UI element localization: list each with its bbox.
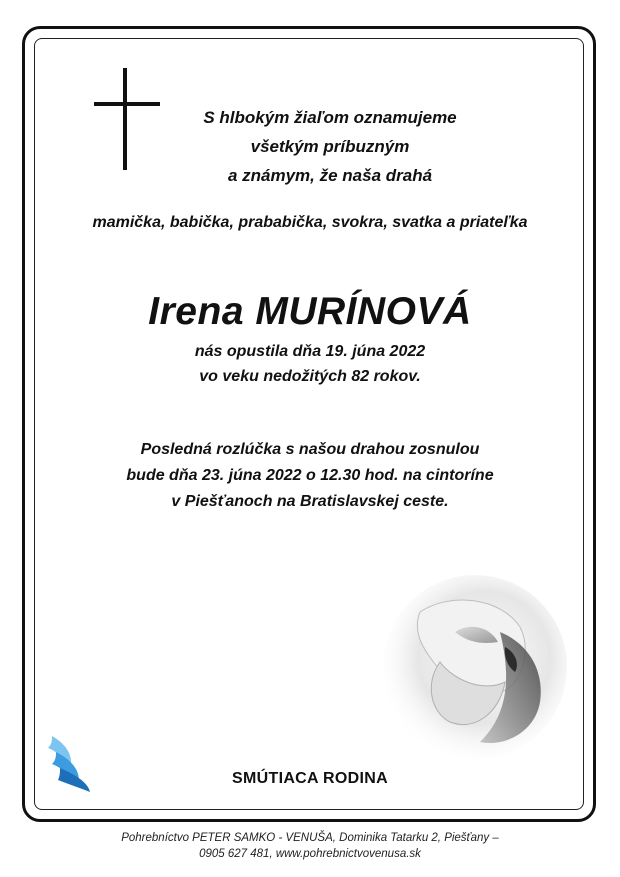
funeral-line-3: v Piešťanoch na Bratislavskej ceste. (171, 493, 449, 510)
intro-text (180, 103, 480, 190)
intro-line-2: všetkým príbuzným (250, 137, 410, 156)
death-line-2: vo veku nedožitých 82 rokov. (199, 368, 421, 385)
rose-image (380, 572, 570, 762)
funeral-line-2: bude dňa 23. júna 2022 o 12.30 hod. na cintoríne (126, 467, 494, 484)
relations-text: mamička, babička, prababička, svokra, svatka a priateľka (92, 214, 528, 231)
intro-line-1: S hlbokým žiaľom oznamujeme (203, 108, 457, 127)
funeral-info (0, 437, 620, 515)
death-info (0, 339, 620, 389)
funeral-line-1: Posledná rozlúčka s našou drahou zosnulou (140, 441, 480, 458)
family-signature: SMÚTIACA RODINA (232, 770, 388, 787)
footer-line-1: Pohrebníctvo PETER SAMKO - VENUŠA, Dominika Tatarku 2, Piešťany – (121, 832, 499, 844)
cross-icon (94, 68, 160, 170)
footer-line-2: 0905 627 481, www.pohrebnictvovenusa.sk (199, 848, 421, 860)
deceased-name: Irena MURÍNOVÁ (148, 290, 472, 333)
intro-line-3: a známym, že naša drahá (227, 166, 433, 185)
death-line-1: nás opustila dňa 19. júna 2022 (194, 343, 426, 360)
